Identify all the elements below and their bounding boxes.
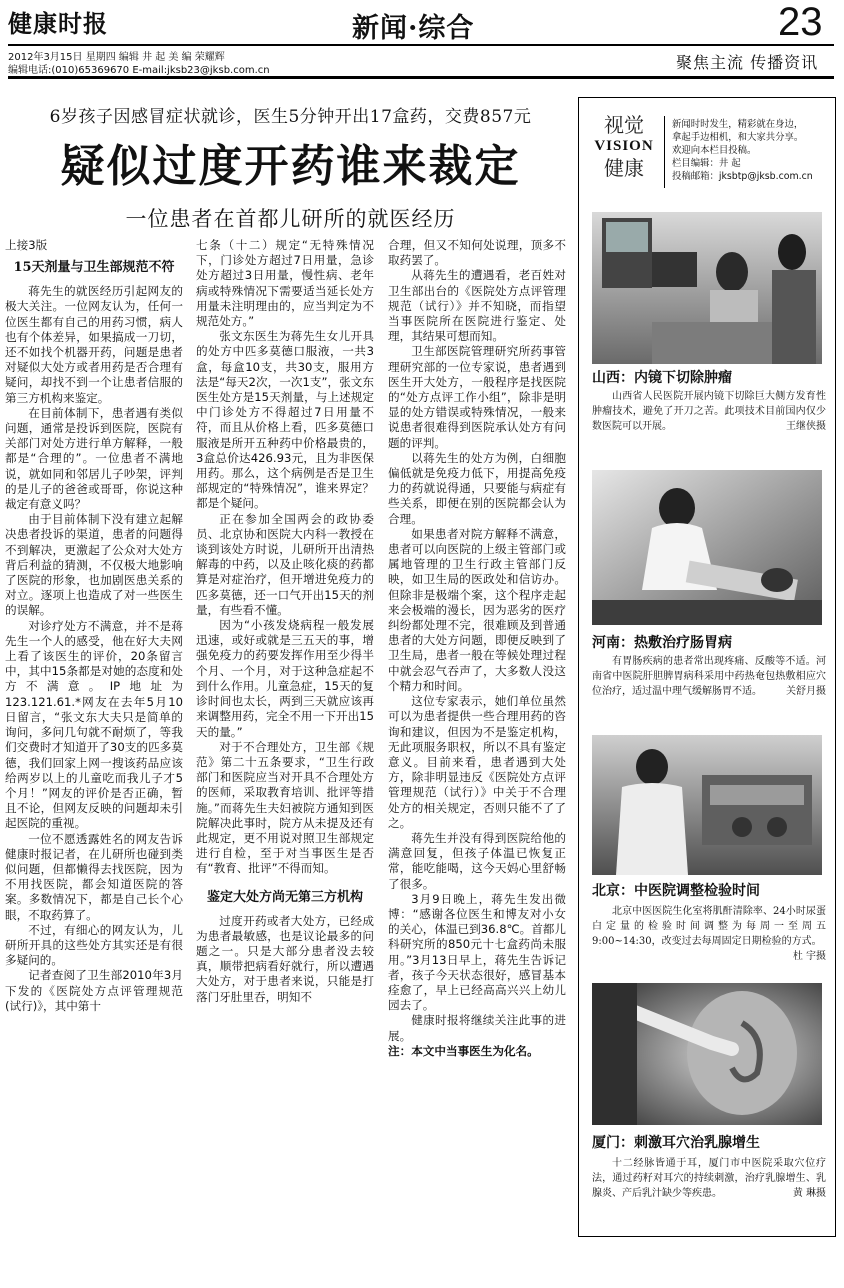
paragraph: 健康时报将继续关注此事的进展。 [388, 1013, 566, 1043]
photo-xiamen-ear [592, 983, 822, 1125]
article-column-2 [196, 238, 374, 1005]
intro-line: 欢迎向本栏目投稿。 [672, 145, 757, 156]
page-number: 23 [778, 0, 823, 44]
article-note: 注：本文中当事医生为化名。 [388, 1043, 539, 1058]
vision-cn-top: 视觉 [604, 113, 644, 137]
photo-shanxi-endoscopy [592, 212, 822, 364]
photo-henan-compress [592, 470, 822, 625]
issue-meta: 2012年3月15日 星期四 编辑 井 起 美 编 荣耀辉 [8, 52, 225, 63]
caption-text [592, 904, 826, 964]
photo-credit: 王继侠摄 [786, 421, 826, 432]
paragraph: 卫生部医院管理研究所药事管理研究部的一位专家说，患者遇到医生开大处方，一般程序是找医院的“处方点评工作小组”，除非是明显的处方错误或特殊情况，一般来说患者很难得到医院承认处方有问题的评判。 [388, 344, 566, 450]
editor-contact: 编辑电话:(010)65369670 E-mail:jksb23@jksb.com.cn [8, 65, 270, 76]
article-column-1 [5, 238, 183, 1014]
paragraph: 合理，但又不知何处说理，顶多不取药罢了。 [388, 238, 566, 268]
article-subhead: 一位患者在首都儿研所的就医经历 [125, 207, 456, 231]
article-headline: 疑似过度开药谁来裁定 [60, 141, 521, 192]
caption-text [592, 654, 826, 699]
caption-title: 北京：中医院调整检验时间 [592, 883, 760, 899]
paragraph: 蒋先生并没有得到医院给他的满意回复，但孩子体温已恢复正常，能吃能喝，这今天妈心里舒畅了很多。 [388, 830, 566, 891]
paragraph: 从蒋先生的遭遇看，老百姓对卫生部出台的《医院处方点评管理规范（试行）》并不知晓，而指望当事医院所在医院进行鉴定、处理，其结果可想而知。 [388, 268, 566, 344]
paragraph: 由于目前体制下没有建立起解决患者投诉的渠道，患者的问题得不到解决，更激起了公众对大处方背后利益的猜测，不仅极大地影响了医院的形象，也加剧医患关系的对立。逐项上也造成了对一些医生的误解。 [5, 512, 183, 618]
intro-line: 栏目编辑：井 起 [672, 158, 741, 169]
paragraph: 记者查阅了卫生部2010年3月下发的《医院处方点评管理规范(试行)》，其中第十 [5, 968, 183, 1013]
paragraph: 七条（十二）规定“无特殊情况下，门诊处方超过7日用量，急诊处方超过3日用量，慢性病、老年病或特殊情况下需要适当延长处方用量未注明理由的，应当判定为不规范处方。” [196, 238, 374, 329]
photo-credit: 杜 宇摄 [792, 951, 826, 962]
paragraph: 不过，有细心的网友认为，儿研所开具的这些处方其实还是有很多疑问的。 [5, 922, 183, 968]
paragraph: 因为“小孩发烧病程一般发展迅速，或好或就是三五天的事，增强免疫力的药要发挥作用至少得半个月、一个月，对于这种急症起不到什么作用。儿童急症，15天的复诊时间也太长，两到三天就应该再来调整用药，完全不用一下开出15天的量。” [196, 618, 374, 739]
header-rule-top [8, 44, 834, 46]
vision-en: VISION [594, 138, 654, 154]
continued-from: 上接3版 [5, 238, 48, 252]
section-subhead: 鉴定大处方尚无第三方机构 [206, 889, 363, 905]
caption-body: 十二经脉皆通于耳，厦门市中医院采取穴位疗法，通过药籽对耳穴的持续刺激，治疗乳腺增生、乳腺炎、产后乳汁缺少等疾患。 [592, 1158, 826, 1199]
paragraph: 一位不愿透露姓名的网友告诉健康时报记者，在儿研所也碰到类似问题，但都懒得去找医院，因为不用找医院，都会知道医院的答案。多数情况下，都是自己长个心眼，不取药算了。 [5, 831, 183, 922]
vision-logo [590, 114, 658, 179]
article-kicker: 6岁孩子因感冒症状就诊，医生5分钟开出17盒药，交费857元 [49, 107, 532, 127]
caption-title: 河南：热敷治疗肠胃病 [592, 635, 732, 651]
photo-credit: 关舒月摄 [786, 686, 826, 697]
paragraph: 对于不合理处方，卫生部《规范》第二十五条要求，“卫生行政部门和医院应当对开具不合理处方的医师，采取教育培训、批评等措施。”而蒋先生夫妇被院方通知到医院解决此事时，院方从未提及还有此规定，更不用说对照卫生部规定进行自检，至于对当事医生是否有“教育、批评”不得而知。 [196, 739, 374, 876]
section-subhead: 15天剂量与卫生部规范不符 [13, 260, 175, 276]
caption-text [592, 1156, 826, 1201]
caption-title: 山西：内镜下切除肿瘤 [592, 370, 732, 386]
intro-line: 新闻时时发生，精彩就在身边， [672, 119, 804, 130]
paragraph: 3月9日晚上，蒋先生发出微博：“感谢各位医生和博友对小女的关心，体温已到36.8℃。首都儿科研究所的850元十七盒药尚未服用。”3月13日早上，蒋先生告诉记者，孩子今天状态很好，感冒基本痊愈了，早上已经高高兴兴上幼儿园去了。 [388, 891, 566, 1013]
page-slogan: 聚焦主流 传播资讯 [676, 53, 819, 72]
photo-beijing-lab [592, 735, 822, 875]
masthead-logo: 健康时报 [8, 9, 108, 38]
caption-text [592, 389, 826, 434]
photo-credit: 黄 琳摄 [792, 1188, 826, 1199]
paragraph: 张文东医生为蒋先生女儿开具的处方中匹多莫德口服液，一共3盒，每盒10支，共30支，服用方法是“每天2次，一次1支”，张文东医生处方是15天剂量，与上述规定中门诊处方不得超过7日用量不符，而且从价格上看，匹多莫德口服液是所开五种药中价格最贵的，3盒总价达426.93元，且为非医保用药。那么，这个病例是否是卫生部规定的“特殊情况”，谁来界定？都是个疑问。 [196, 329, 374, 511]
caption-body: 北京中医医院生化室将肌酐清除率、24小时尿蛋白定量的检验时间调整为每周一至周五9:00~14:30，改变过去每周固定日期检验的方式。 [592, 906, 826, 947]
intro-line: 投稿邮箱：jksbtp@jksb.com.cn [672, 171, 813, 182]
vision-cn-bottom: 健康 [604, 156, 644, 180]
header-rule-bottom [8, 76, 834, 79]
caption-title: 厦门：刺激耳穴治乳腺增生 [592, 1135, 760, 1151]
vision-intro [672, 118, 832, 183]
caption-body: 山西省人民医院开展内镜下切除巨大侧方发育性肿瘤技术，避免了开刀之苦。此项技术目前国内仅少数医院可以开展。 [592, 391, 826, 432]
vision-divider [664, 116, 665, 188]
section-title: 新闻·综合 [352, 13, 475, 44]
paragraph: 对诊疗处方不满意，并不是蒋先生一个人的感受，他在好大夫网上看了该医生的评价，20条留言中，其中15条都是对她的态度和处方不满意。IP地址为123.121.61.*网友在去年5月10日留言，“张文东大夫只是简单的询问，多问几句就不耐烦了，等我们交费时才知道开了30支的匹多莫德，我们回家上网一搜该药品应该给两岁以上的儿童吃而我儿子才5个月！”网友的评价是否正确，暂且不论，但网友反映的问题却未引起医院的重视。 [5, 618, 183, 831]
caption-body: 有胃肠疾病的患者常出现疼痛、反酸等不适。河南省中医院肝胆脾胃病科采用中药热奄包热敷相应穴位治疗，适过温中理气缓解肠胃不适。 [592, 656, 826, 697]
paragraph: 以蒋先生的处方为例，白细胞偏低就是免疫力低下，用提高免疫力的药就说得通，只要能与病症有些关系，即便在别的医院都会认为合理。 [388, 450, 566, 526]
article-column-3 [388, 238, 566, 1059]
intro-line: 拿起手边相机，和大家共分享。 [672, 132, 804, 143]
paragraph: 如果患者对院方解释不满意，患者可以向医院的上级主管部门或属地管理的卫生行政主管部门反映，如卫生局的医政处和信访办。但除非是极端个案，这个程序走起来会极端的漫长，因为恶劣的医疗纠纷都处理不完，很难顾及到普通患者的大处方问题，即便反映到了卫生局，患者一般在等候处理过程中就会忍气吞声了，大多数人没这个精力和时间。 [388, 526, 566, 693]
paragraph: 正在参加全国两会的政协委员、北京协和医院大内科一教授在谈到该处方时说，儿研所开出清热解毒的中药，以及止咳化痰的药都算是对症治疗，但开增进免疫力的匹多莫德，还一口气开出15天的剂量，有些看不懂。 [196, 511, 374, 617]
paragraph: 蒋先生的就医经历引起网友的极大关注。一位网友认为，任何一位医生都有自己的用药习惯，病人也有个体差异，如果搞成一刀切，还不如找个机器开药，问题是患者对疑似大处方或者用药是否合理有疑问，却找不到一个让患者信服的第三方机构来鉴定。 [5, 284, 183, 405]
paragraph: 这位专家表示，她们单位虽然可以为患者提供一些合理用药的咨询和建议，但因为不是鉴定机构，无此项服务职权，所以不具有鉴定意义。目前来看，患者遇到大处方，除非明显违反《医院处方点评管理规范（试行）》中关于不合理处方的相关规定，否则只能不了了之。 [388, 694, 566, 830]
paragraph: 在目前体制下，患者遇有类似问题，通常是投诉到医院，医院有关部门对处方进行单方解释，一般都是“合理的”。一位患者不满地说，就如同和邻居儿子吵架，评判的是儿子的爸爸或哥哥，你说这种裁定有意义吗？ [5, 405, 183, 512]
paragraph: 过度开药或者大处方，已经成为患者最敏感，也是议论最多的问题之一。只是大部分患者没去较真，顺带把病看好就行，所以遭遇大处方，对于患者来说，只能是打落门牙肚里吞，明知不 [196, 913, 374, 1004]
